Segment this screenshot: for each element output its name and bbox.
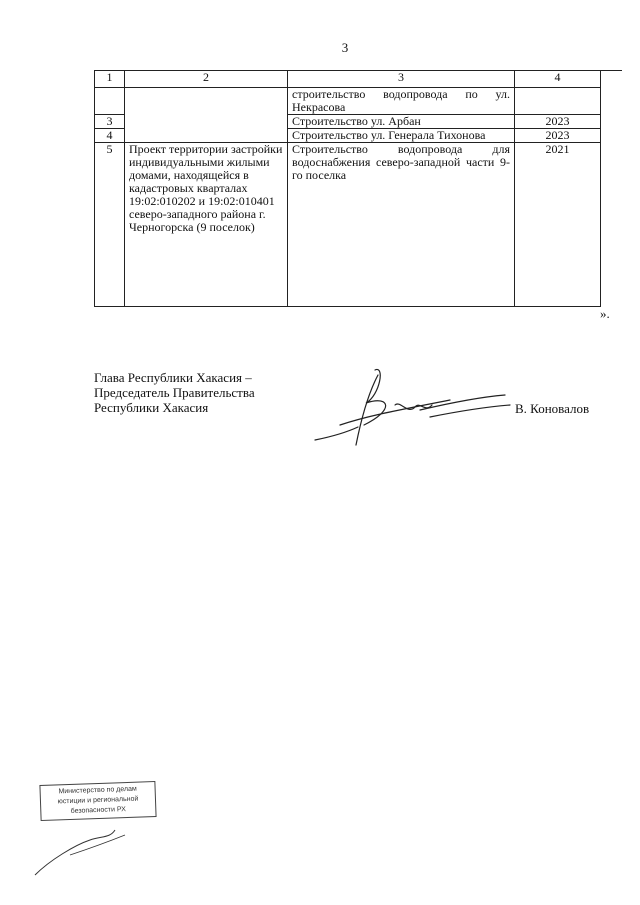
position-line: Председатель Правительства (94, 385, 255, 400)
table-row (95, 88, 601, 115)
work-cell: Строительство ул. Генерала Тихонова (288, 129, 515, 143)
table-header-row (95, 71, 601, 88)
stamp-initials (30, 810, 140, 880)
signer-position (94, 370, 255, 415)
work-cell: Строительство водопровода для водоснабжения северо-западной части 9-го поселка (288, 143, 515, 307)
row-number: 3 (95, 115, 125, 129)
header-cell-2: 2 (125, 71, 288, 88)
row-number (95, 88, 125, 115)
closing-quote: ». (600, 306, 610, 321)
year-cell (515, 88, 601, 115)
year-cell: 2023 (515, 129, 601, 143)
signer-name: В. Коновалов (515, 401, 590, 416)
year-cell: 2021 (515, 143, 601, 307)
header-cell-1: 1 (95, 71, 125, 88)
header-cell-3: 3 (288, 71, 515, 88)
row-number: 5 (95, 143, 125, 307)
row-number: 4 (95, 129, 125, 143)
work-cell: строительство водопровода по ул. Некрасова (288, 88, 515, 115)
object-cell: Проект территории застройки индивидуальными жилыми домами, находящейся в кадастровых кварталах 19:02:010202 и 19:02:010401 северо-западного района г. Черногорска (9 поселок) (125, 143, 288, 307)
object-cell (125, 88, 288, 143)
table-extension-line (598, 70, 622, 71)
stamp-line: безопасности РХ (70, 806, 127, 815)
stamp-line: Министерство по делам (58, 785, 137, 796)
year-cell: 2023 (515, 115, 601, 129)
handwritten-signature (300, 355, 515, 455)
position-line: Глава Республики Хакасия – (94, 370, 252, 385)
position-line: Республики Хакасия (94, 400, 209, 415)
projects-table (94, 70, 601, 307)
page-number: 3 (341, 40, 349, 55)
table-row (95, 143, 601, 307)
work-cell: Строительство ул. Арбан (288, 115, 515, 129)
header-cell-4: 4 (515, 71, 601, 88)
stamp-line: юстиции и региональной (57, 795, 139, 806)
